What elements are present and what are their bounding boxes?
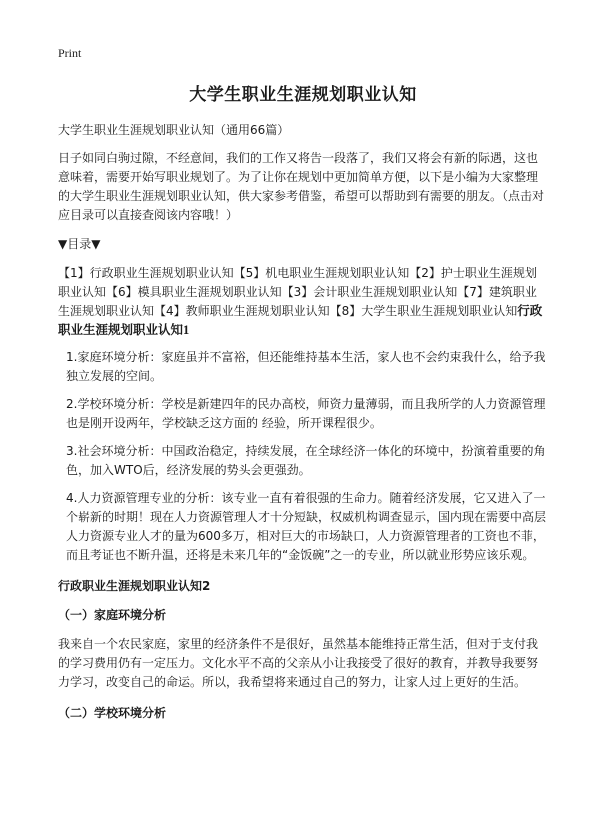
section2-paragraph-family: 我来自一个农民家庭，家里的经济条件不是很好，虽然基本能维持正常生活，但对于支付我的学习费用仍有一定压力。文化水平不高的父亲从小让我接受了很好的教育，并教导我要努力学习，改变自己的命运。所以，我希望将来通过自己的努力，让家人过上更好的生活。 — [58, 637, 539, 689]
toc-link-1[interactable]: 【1】行政职业生涯规划职业认知 — [58, 266, 234, 280]
section2-subheading-school: （二）学校环境分析 — [58, 706, 167, 720]
list-item-school-environment: 2.学校环境分析：学校是新建四年的民办高校，师资力量薄弱，而且我所学的人力资源管理也是刚开设两年，学校缺乏这方面的 经验，所开课程很少。 — [66, 397, 546, 430]
article-body — [58, 121, 548, 733]
toc-link-6[interactable]: 【6】模具职业生涯规划职业认知 — [106, 285, 282, 299]
intro-paragraph: 日子如同白驹过隙，不经意间，我们的工作又将告一段落了，我们又将会有新的际遇，这也意味着，需要开始写职业规划了。为了让你在规划中更加简单方便，以下是小编为大家整理的大学生职业生涯规划职业认知，供大家参考借鉴，希望可以帮助到有需要的朋友。（点击对应目录可以直接查阅该内容哦！） — [58, 151, 545, 222]
toc-link-2[interactable]: 【2】护士职业生涯规划职业认知 — [58, 266, 537, 299]
toc-heading: ▼目录▼ — [58, 237, 101, 251]
article-subtitle: 大学生职业生涯规划职业认知（通用66篇） — [58, 123, 290, 137]
toc-link-4[interactable]: 【4】教师职业生涯规划职业认知 — [154, 304, 330, 318]
print-link[interactable]: Print — [58, 46, 82, 60]
page-title: 大学生职业生涯规划职业认知 — [189, 85, 417, 105]
toc-link-7[interactable]: 【7】建筑职业生涯规划职业认知 — [58, 285, 537, 318]
table-of-contents — [58, 264, 548, 340]
list-item-major-analysis: 4.人力资源管理专业的分析：该专业一直有着很强的生命力。随着经济发展，它又进入了一个崭新的时期！现在人力资源管理人才十分短缺，权威机构调查显示，国内现在需要中高层人力资源专业人才的量为600多万，相对巨大的市场缺口，人力资源管理者的工资也不菲，而且考证也不断升温，还将是未来几年的“金饭碗”之一的专业，所以就业形势应该乐观。 — [66, 491, 547, 562]
toc-link-3[interactable]: 【3】会计职业生涯规划职业认知 — [281, 285, 458, 299]
list-item-family-environment: 1.家庭环境分析：家庭虽并不富裕，但还能维持基本生活，家人也不会约束我什么，给予我独立发展的空间。 — [66, 350, 546, 383]
toc-link-8[interactable]: 【8】大学生职业生涯规划职业认知 — [329, 304, 518, 318]
list-item-social-environment: 3.社会环境分析：中国政治稳定，持续发展，在全球经济一体化的环境中，扮演着重要的角色，加入WTO后，经济发展的势头会更强劲。 — [66, 444, 546, 477]
section1-heading: 行政职业生涯规划职业认知1 — [58, 304, 543, 337]
section2-heading: 行政职业生涯规划职业认知2 — [58, 579, 211, 593]
section2-subheading-family: （一）家庭环境分析 — [58, 608, 167, 622]
toc-link-5[interactable]: 【5】机电职业生涯规划职业认知 — [233, 266, 410, 280]
